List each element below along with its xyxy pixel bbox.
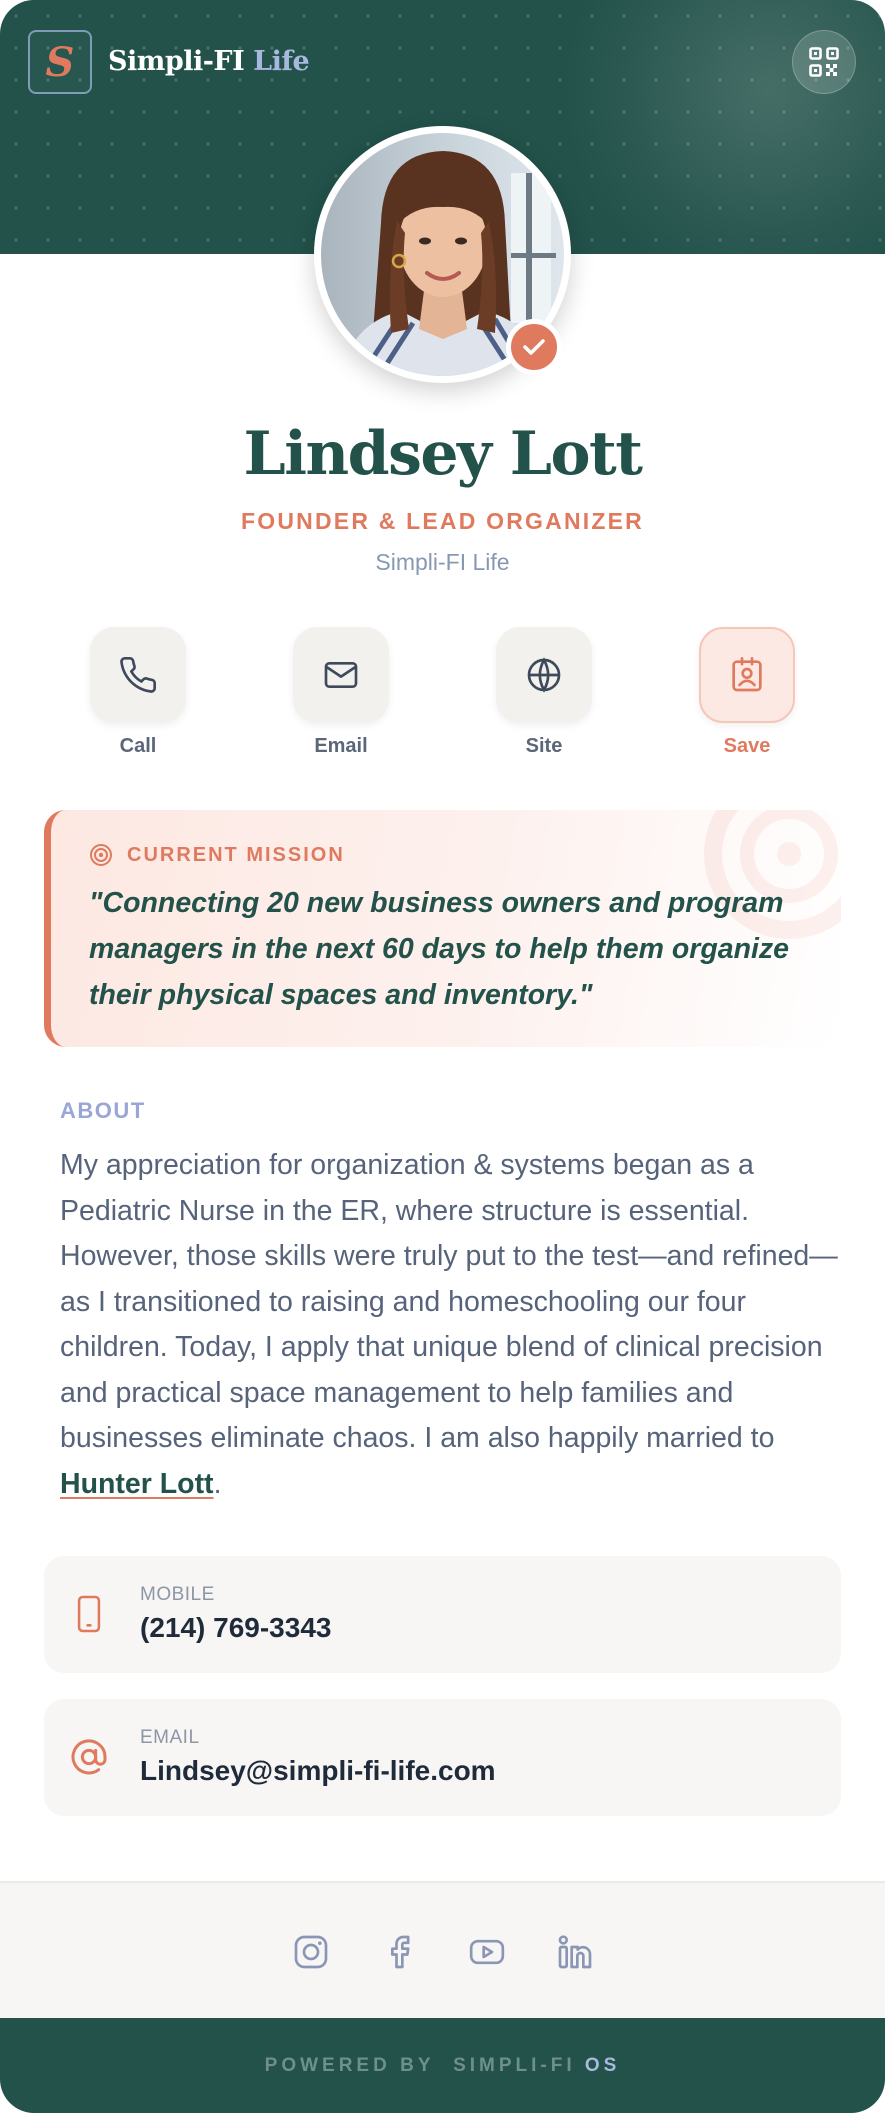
save-tile[interactable] (699, 627, 795, 723)
save-contact-button[interactable] (699, 627, 795, 758)
instagram-icon[interactable] (289, 1930, 333, 1974)
linkedin-icon[interactable] (553, 1930, 597, 1974)
brand-name (108, 46, 309, 77)
mission-card (44, 810, 841, 1047)
site-button[interactable] (496, 627, 592, 758)
mission-title: CURRENT MISSION (127, 843, 345, 866)
call-button[interactable] (90, 627, 186, 758)
brand-main: Simpli-FI (108, 46, 245, 77)
call-tile[interactable] (90, 627, 186, 723)
profile-name: Lindsey Lott (243, 419, 642, 489)
save-label: Save (723, 735, 771, 757)
spouse-link[interactable]: Hunter Lott (60, 1467, 214, 1500)
contact-card-icon (727, 655, 767, 695)
email-tile[interactable] (293, 627, 389, 723)
profile-company: Simpli-FI Life (375, 549, 510, 575)
email-field-label: EMAIL (140, 1727, 200, 1748)
footer-brand: SIMPLI-FI (453, 2054, 576, 2076)
email-contact-row[interactable] (44, 1699, 841, 1816)
logo[interactable] (28, 30, 92, 94)
about-end: . (213, 1467, 222, 1500)
check-icon (523, 338, 545, 356)
verified-badge (506, 319, 562, 375)
mobile-label: MOBILE (140, 1584, 215, 1605)
about-title: ABOUT (60, 1098, 146, 1123)
call-label: Call (119, 735, 157, 757)
mission-quote: "Connecting 20 new business owners and program managers in the next 60 days to help them organize their physical spaces and inventory." (89, 887, 790, 1011)
site-tile[interactable] (496, 627, 592, 723)
about-text (60, 1143, 840, 1507)
footer (0, 2018, 885, 2113)
footer-brand-accent: OS (584, 2054, 621, 2076)
email-value[interactable]: Lindsey@simpli-fi-life.com (140, 1755, 496, 1786)
profile-role: FOUNDER & LEAD ORGANIZER (241, 508, 644, 534)
email-label: Email (314, 735, 368, 757)
powered-by-text[interactable] (265, 2055, 621, 2077)
phone-icon (118, 655, 158, 695)
globe-icon (524, 655, 564, 695)
mobile-contact-row[interactable] (44, 1556, 841, 1673)
email-button[interactable] (293, 627, 389, 758)
powered-by-label: POWERED BY (264, 2054, 435, 2076)
qr-code-button[interactable] (792, 30, 856, 94)
brand-accent: Life (253, 46, 310, 77)
youtube-icon[interactable] (465, 1930, 509, 1974)
about-body-text: My appreciation for organization & systems began as a Pediatric Nurse in the ER, where structure is essential. However, those skills were truly put to the test—and refined—as I transitioned to raising and homeschooling our four children. Today, I apply that unique blend of clinical precision and practical space management to help families and businesses eliminate chaos. I am also happily married to (60, 1149, 838, 1454)
site-label: Site (525, 735, 563, 757)
logo-letter: S (45, 38, 75, 86)
mail-icon (321, 655, 361, 695)
target-icon (89, 843, 113, 867)
mobile-value[interactable]: (214) 769-3343 (140, 1612, 332, 1643)
at-icon (66, 1734, 112, 1780)
mobile-icon (66, 1591, 112, 1637)
facebook-icon[interactable] (377, 1930, 421, 1974)
qr-code-icon (809, 47, 839, 77)
mission-header (89, 843, 345, 867)
social-links (0, 1881, 885, 2018)
